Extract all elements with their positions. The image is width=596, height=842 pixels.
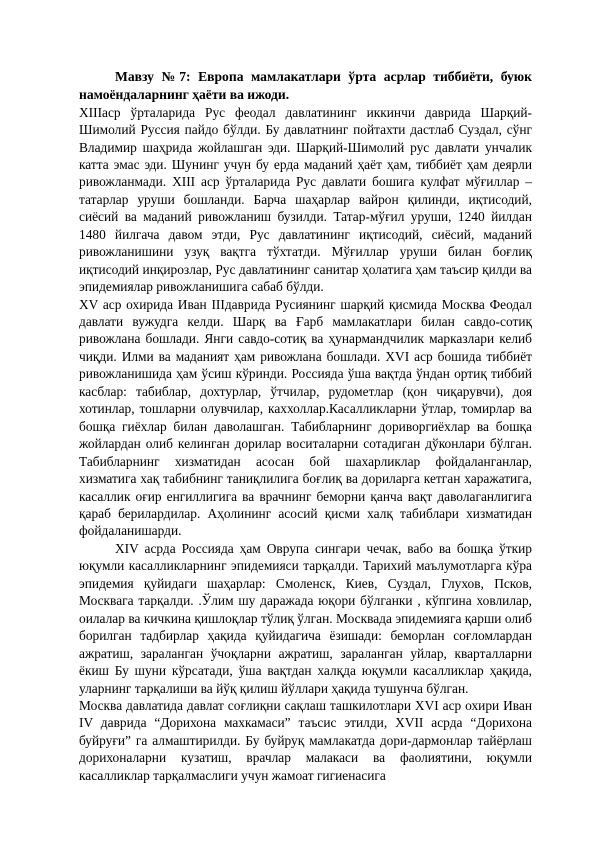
paragraph-3: XIV асрда Россияда ҳам Оврупа сингари чечак, вабо ва бошқа ўткир юқумли касалликларнинг эпидемияси тарқалди. Тарихий маълумотларга кўра эпидемия қуйидаги шаҳарлар: Смоленск, Киев, Суздал, Глухов, Псков, Москвага тарқалди. .Ўлим шу даражада юқори бўлганки , кўпгина ховлилар, оилалар ва кичкина қишлоқлар тўлиқ ўлган. Москвада эпидемияга қарши олиб борилган тадбирлар ҳақида қуйидагича ёзишади: беморлан соғломлардан ажратиш, зараланган ўчоқларни ажратиш, зараланган уйлар, кварталларни ёкиш Бу шуни кўрсатади, ўша вақтдан халқда юқумли касалликлар ҳақида, уларнинг тарқалиши ва йўқ қилиш йўллари ҳақида тушунча бўлган.	[79, 540, 532, 696]
paragraph-2: XV аср охирида Иван IIIдаврида Русиянинг шарқий қисмида Москва Феодал давлати вужудга келди. Шарқ ва Ғарб мамлакатлари билан савдо-сотиқ ривожлана бошлади. Янги савдо-сотиқ ва ҳунармандчилик марказлари келиб чиқди. Илми ва маданият ҳам ривожлана бошлади. XVI аср бошида тиббиёт ривожланишида ҳам ўсиш кўринди. Россияда ўша вақтда ўндан ортиқ тиббий касблар: табиблар, дохтурлар, ўтчилар, рудометлар (қон чиқарувчи), доя хотинлар, тошларни олувчилар, каххоллар.Касалликларни ўтлар, томирлар ва бошқа гиёхлар билан даволашган. Табибларнинг дориворгиёхлар ва бошқа жойлардан олиб келинган дорилар воситаларни сотадиган дўконлари бўлган. Табибларнинг хизматидан асосан бой шахарликлар фойдаланганлар, хизматига хақ табибнинг таниқлилига боғлиқ ва дориларга кетган харажатига, касаллик оғир енгиллигига ва врачнинг беморни қанча вақт даволаганлигига қараб берилардилар. Аҳолининг асосий қисми халқ табиблари хизматидан фойдаланишарди.	[79, 296, 532, 539]
paragraph-1: XIIIаср ўрталарида Рус феодал давлатининг иккинчи даврида Шарқий-Шимолий Руссия пайдо бўлди. Бу давлатнинг пойтахти дастлаб Суздал, сўнг Владимир шаҳрида жойлашган эди. Шарқий-Шимолий рус давлати унчалик катта эмас эди. Шунинг учун бу ерда маданий ҳаёт ҳам, тиббиёт ҳам деярли ривожланмади. XIII аср ўрталарида Рус давлати бошига кулфат мўғиллар – татарлар уруши бошланди. Барча шаҳарлар вайрон қилинди, иқтисодий, сиёсий ва маданий ривожланиш бузилди. Татар-мўғил уруши, 1240 йилдан 1480 йилгача давом этди, Рус давлатининг иқтисодий, сиёсий, маданий ривожланишини узуқ вақтга тўхтатди. Мўғиллар уруши билан боғлиқ иқтисодий инқирозлар, Рус давлатининг санитар ҳолатига ҳам таъсир қилди ва эпидемиялар ривожланишига сабаб бўлди.	[79, 104, 532, 295]
paragraph-4: Москва давлатида давлат соғлиқни сақлаш ташкилотлари XVI аср охири Иван IV даврида “Дорихона махкамаси” таъсис этилди, XVII асрда “Дорихона буйруғи” га алмаштирилди. Бу буйруқ мамлакатда дори-дармонлар тайёрлаш дорихоналарни кузатиш, врачлар малакаси ва фаолиятини, юқумли касалликлар тарқалмаслиги учун жамоат гигиенасига	[79, 698, 532, 783]
document-body	[79, 68, 532, 784]
document-title: Мавзу №7: Европа мамлакатлари ўрта асрлар тиббиёти, буюк намоёндаларнинг ҳаёти ва ижоди.	[79, 69, 532, 102]
